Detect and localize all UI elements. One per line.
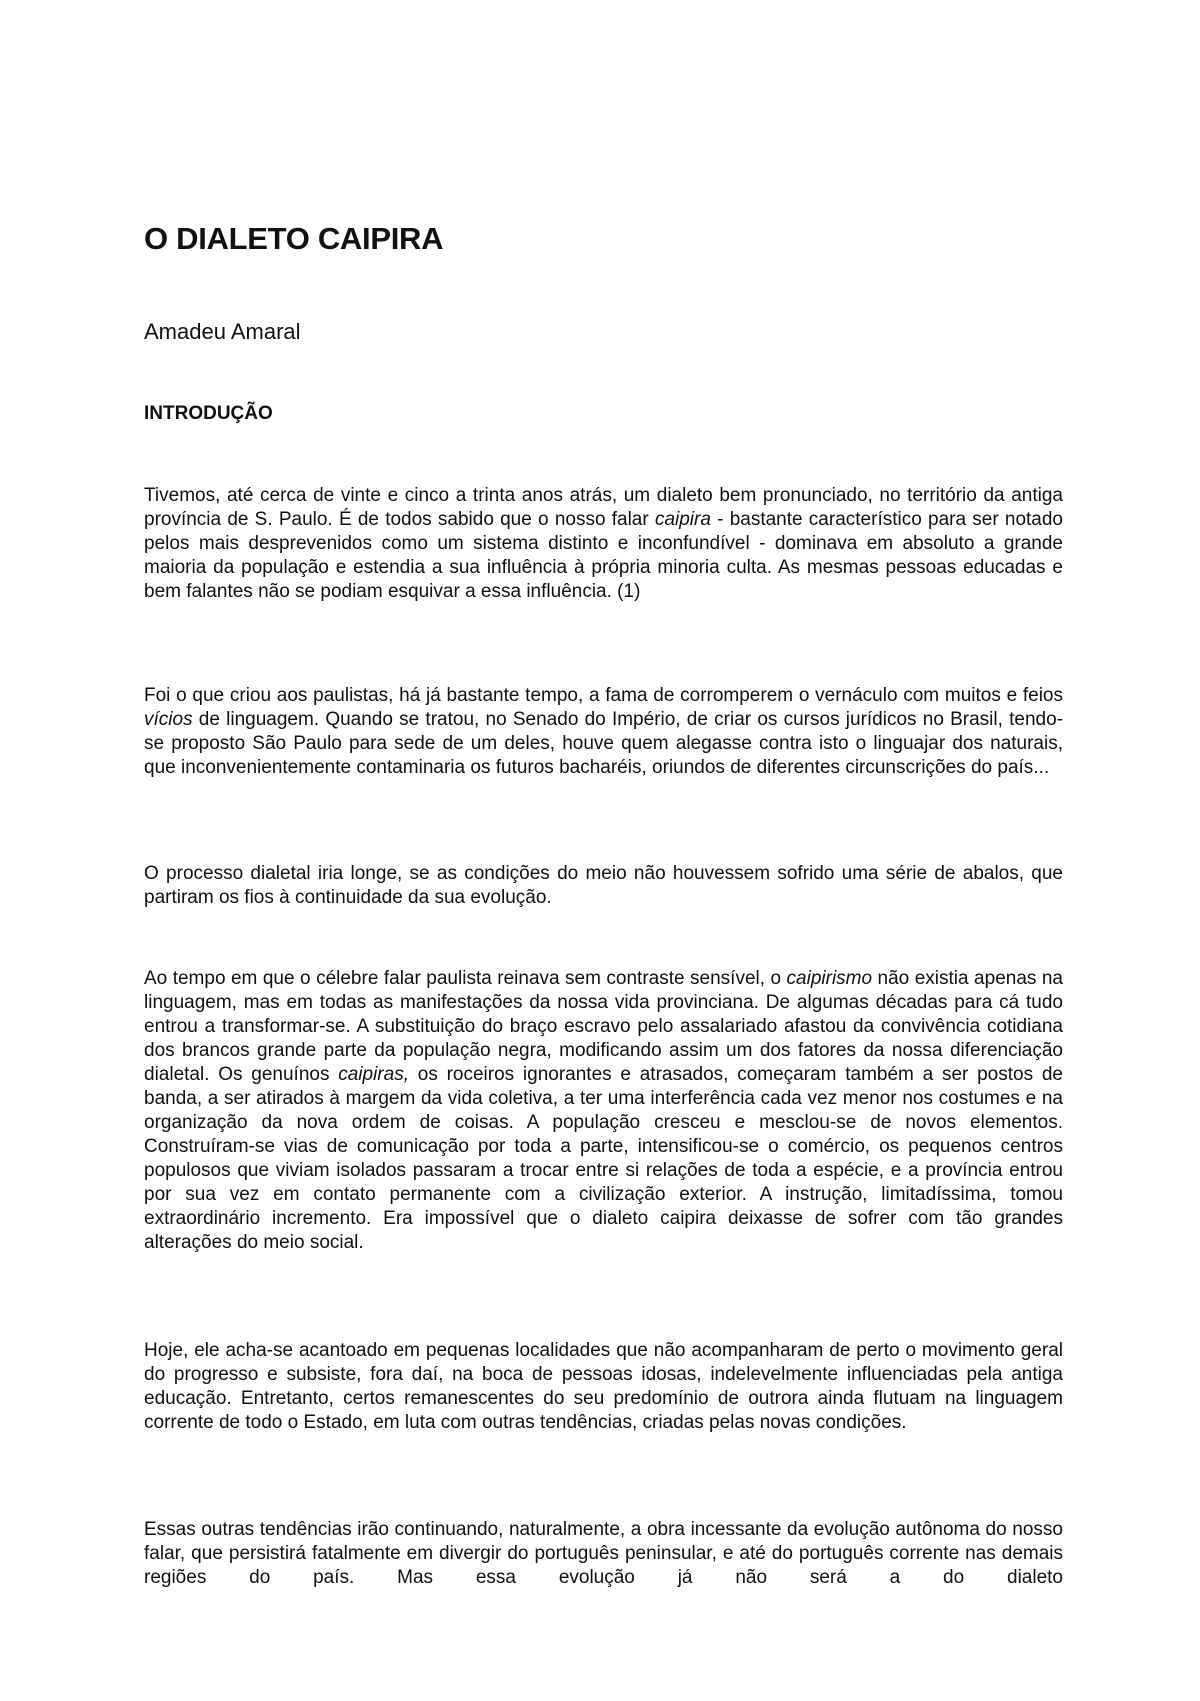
section-heading: INTRODUÇÃO — [144, 403, 273, 424]
document-author: Amadeu Amaral — [144, 319, 301, 344]
paragraph-text: Tivemos, até cerca de vinte e cinco a trinta anos atrás, um dialeto bem pronunciado, no território da antiga província de S. Paulo. É de todos sabido que o nosso falar — [144, 485, 1063, 530]
paragraph — [144, 1339, 1063, 1435]
paragraph-text: Ao tempo em que o célebre falar paulista reinava sem contraste sensível, o — [144, 968, 787, 989]
paragraph-text: - bastante característico para ser notado pelos mais desprevenidos como um sistema distinto e inconfundível - dominava em absoluto a grande maioria da população e estendia a sua influência à própria minoria culta. As mesmas pessoas educadas e bem falantes não se podiam esquivar a essa influência. (1) — [144, 509, 1063, 602]
paragraph-text: Essas outras tendências irão continuando, naturalmente, a obra incessante da evolução autônoma do nosso falar, que persistirá fatalmente em divergir do português peninsular, e até do português corrente nas demais regiões do país. Mas essa evolução já não será a do dialeto — [144, 1519, 1063, 1588]
paragraph-text: O processo dialetal iria longe, se as condições do meio não houvessem sofrido uma série de abalos, que partiram os fios à continuidade da sua evolução. — [144, 863, 1063, 908]
paragraph-text: não existia apenas na linguagem, mas em todas as manifestações da nossa vida provinciana. De algumas décadas para cá tudo entrou a transformar-se. A substituição do braço escravo pelo assalariado afastou da convivência cotidiana dos brancos grande parte da população negra, modificando assim um dos fatores da nossa diferenciação dialetal. Os genuínos — [144, 968, 1063, 1085]
paragraph-text: Hoje, ele acha-se acantoado em pequenas localidades que não acompanharam de perto o movimento geral do progresso e subsiste, fora daí, na boca de pessoas idosas, indelevelmente influenciadas pela antiga educação. Entretanto, certos remanescentes do seu predomínio de outrora ainda flutuam na linguagem corrente de todo o Estado, em luta com outras tendências, criadas pelas novas condições. — [144, 1340, 1063, 1433]
paragraph — [144, 862, 1063, 910]
paragraph-italic-term: caipira — [654, 509, 711, 530]
paragraph-text: de linguagem. Quando se tratou, no Senado do Império, de criar os cursos jurídicos no Brasil, tendo-se proposto São Paulo para sede de um deles, houve quem alegasse contra isto o linguajar dos naturais, que inconvenientemente contaminaria os futuros bacharéis, oriundos de diferentes circunscrições do país... — [144, 709, 1063, 778]
paragraph-text: Foi o que criou aos paulistas, há já bastante tempo, a fama de corromperem o vernáculo com muitos e feios — [144, 685, 1063, 706]
document-title: O DIALETO CAIPIRA — [144, 221, 444, 256]
paragraph-italic-term: caipirismo — [786, 968, 873, 989]
paragraph — [144, 484, 1063, 604]
paragraph-italic-term: vícios — [144, 709, 193, 730]
paragraph — [144, 684, 1063, 780]
paragraph — [144, 1518, 1063, 1590]
paragraph — [144, 967, 1063, 1255]
paragraph-italic-term: caipiras, — [338, 1064, 409, 1085]
paragraph-text: os roceiros ignorantes e atrasados, começaram também a ser postos de banda, a ser atirados à margem da vida coletiva, a ter uma interferência cada vez menor nos costumes e na organização da nova ordem de coisas. A população cresceu e mesclou-se de novos elementos. Construíram-se vias de comunicação por toda a parte, intensificou-se o comércio, os pequenos centros populosos que viviam isolados passaram a trocar entre si relações de toda a espécie, e a província entrou por sua vez em contato permanente com a civilização exterior. A instrução, limitadíssima, tomou extraordinário incremento. Era impossível que o dialeto caipira deixasse de sofrer com tão grandes alterações do meio social. — [144, 1064, 1063, 1253]
